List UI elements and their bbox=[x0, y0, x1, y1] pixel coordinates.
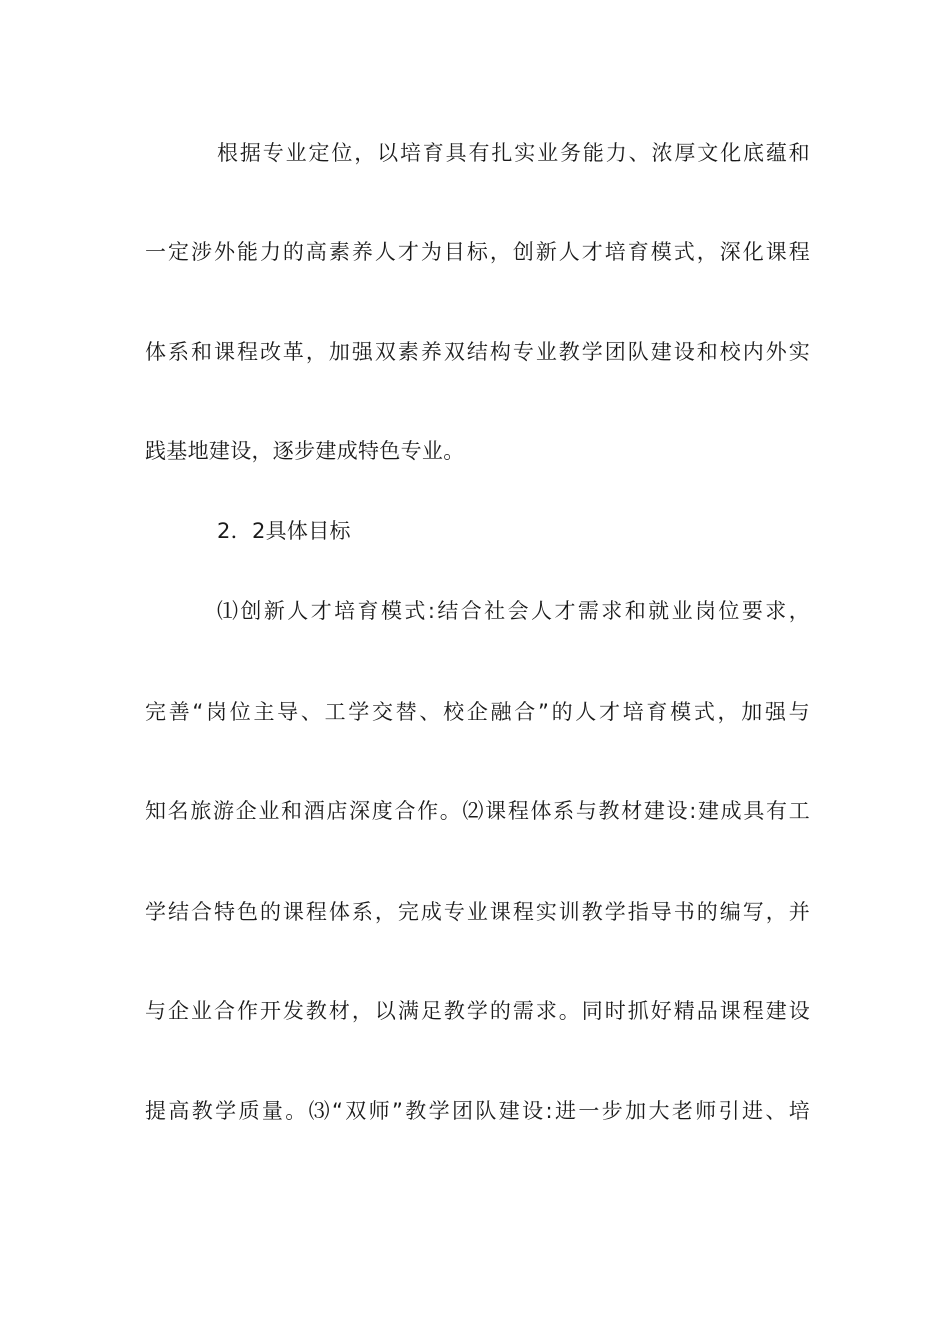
paragraph-line: 践基地建设，逐步建成特色专业。 bbox=[145, 439, 465, 463]
paragraph-line: ⑴创新人才培育模式:结合社会人才需求和就业岗位要求， bbox=[217, 599, 810, 623]
paragraph-line: 提高教学质量。⑶“双师”教学团队建设:进一步加大老师引进、培 bbox=[145, 1099, 810, 1123]
paragraph-line: 完善“岗位主导、工学交替、校企融合”的人才培育模式，加强与 bbox=[145, 700, 810, 724]
paragraph-line: 学结合特色的课程体系，完成专业课程实训教学指导书的编写，并 bbox=[145, 900, 810, 924]
section-heading: 2．2具体目标 bbox=[217, 519, 351, 543]
paragraph-line: 根据专业定位，以培育具有扎实业务能力、浓厚文化底蕴和 bbox=[217, 141, 810, 165]
paragraph-line: 与企业合作开发教材，以满足教学的需求。同时抓好精品课程建设 bbox=[145, 999, 810, 1023]
paragraph-line: 一定涉外能力的高素养人才为目标，创新人才培育模式，深化课程 bbox=[145, 240, 810, 264]
paragraph-line: 知名旅游企业和酒店深度合作。⑵课程体系与教材建设:建成具有工 bbox=[145, 799, 810, 823]
paragraph-line: 体系和课程改革，加强双素养双结构专业教学团队建设和校内外实 bbox=[145, 340, 810, 364]
